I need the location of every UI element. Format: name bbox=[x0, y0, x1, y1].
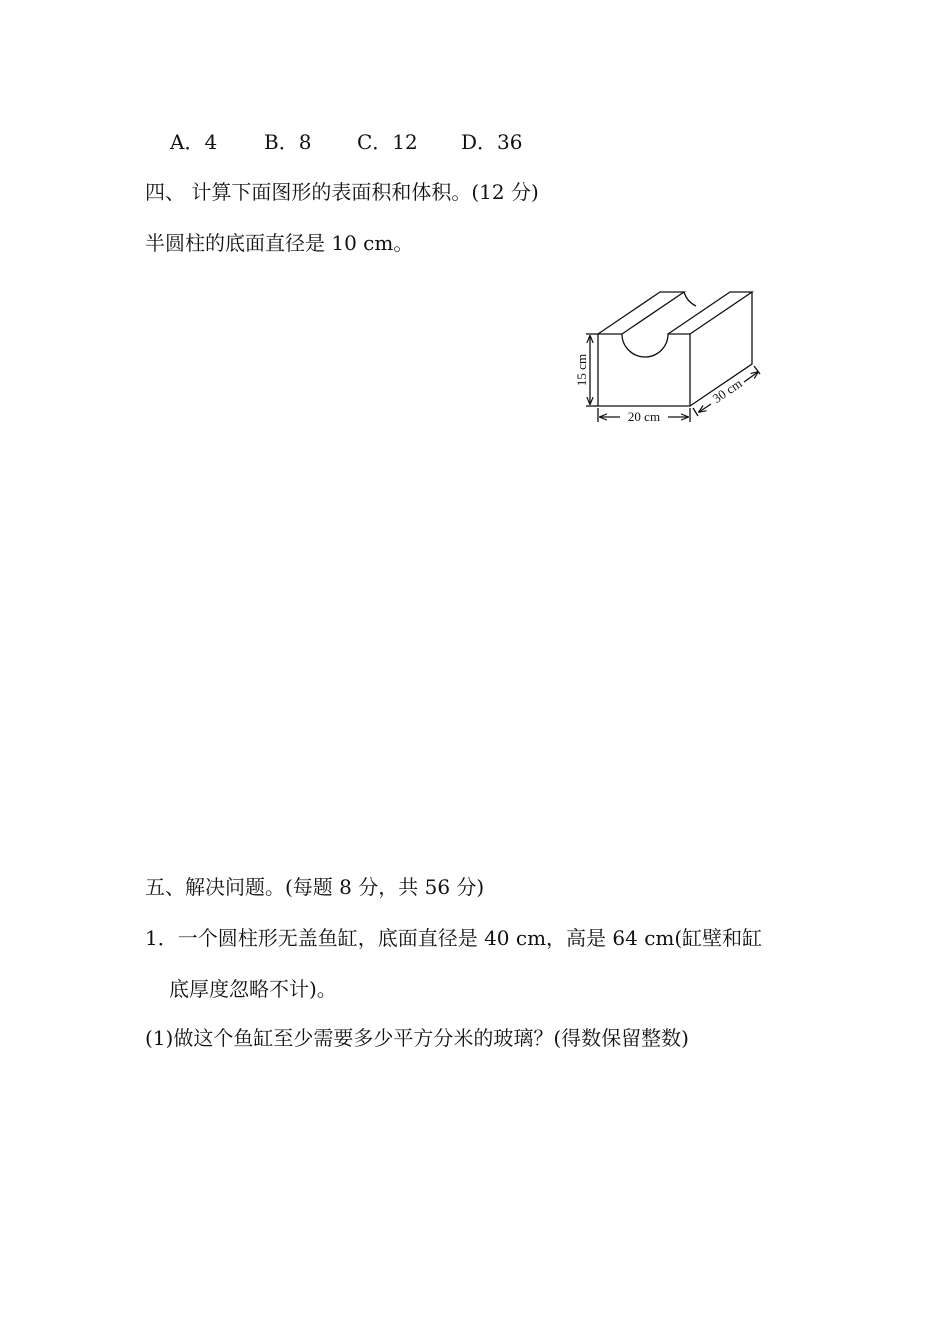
half-cylinder-groove-block-figure bbox=[560, 276, 780, 436]
question1-line1: 1．一个圆柱形无盖鱼缸，底面直径是 40 cm，高是 64 cm(缸壁和缸 bbox=[145, 926, 763, 950]
width-label: 20 cm bbox=[627, 409, 661, 424]
front-face bbox=[598, 334, 690, 406]
choice-b: B．8 bbox=[264, 130, 312, 154]
section4-heading: 四、 计算下面图形的表面积和体积。(12 分) bbox=[145, 180, 539, 204]
section5-heading: 五、解决问题。(每题 8 分，共 56 分) bbox=[145, 875, 485, 899]
choice-c: C．12 bbox=[357, 130, 418, 154]
choice-a: A．4 bbox=[170, 130, 218, 154]
section4-note: 半圆柱的底面直径是 10 cm。 bbox=[145, 231, 414, 255]
depth-label: 30 cm bbox=[709, 375, 745, 406]
height-label: 15 cm bbox=[573, 353, 589, 387]
top-right-ridge bbox=[668, 292, 752, 334]
question1-line2: 底厚度忽略不计)。 bbox=[169, 977, 337, 1001]
choice-d: D．36 bbox=[461, 130, 523, 154]
depth-dimension-line-high bbox=[744, 372, 758, 382]
question1-part1: (1)做这个鱼缸至少需要多少平方分米的玻璃？(得数保留整数) bbox=[145, 1026, 689, 1050]
back-groove-arc bbox=[684, 292, 696, 306]
depth-dimension-line-low bbox=[699, 404, 711, 412]
top-left-ridge bbox=[598, 292, 684, 334]
